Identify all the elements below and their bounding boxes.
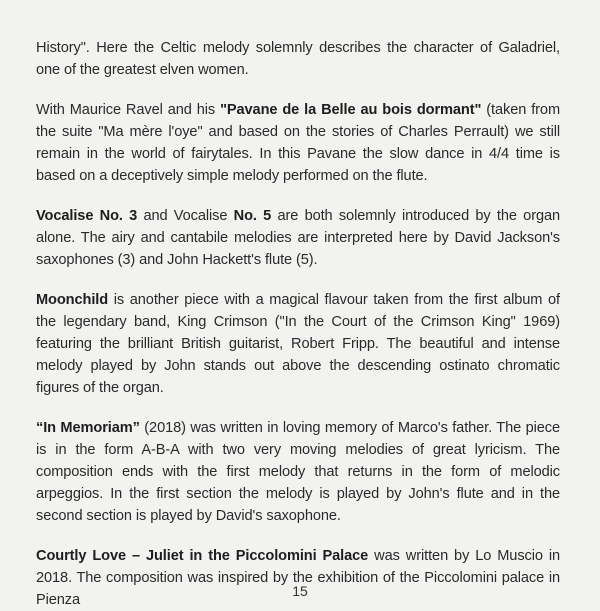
paragraph-text: (2018) was written in loving memory of Marco's father. The piece is in the form A-B-A with two very moving melodies of great lyricism. The composition ends with the first melody that returns in the form of melodic arpeggios. In the first section the melody is played by John's flute and in the second section is played by David's saxophone. bbox=[36, 420, 560, 524]
paragraph-text: and Vocalise bbox=[137, 208, 234, 224]
paragraph-moonchild bbox=[36, 289, 560, 399]
page-number: 15 bbox=[292, 583, 308, 599]
work-title: Vocalise No. 3 bbox=[36, 208, 138, 224]
paragraph-text: was written by Lo Muscio in 2018. The composition was inspired by the exhibition of the Piccolomini palace in Pienza bbox=[36, 548, 560, 608]
paragraph-text: are both solemnly introduced by the organ alone. The airy and cantabile melodies are interpreted here by David Jackson's saxophones (3) and John Hackett's flute (5). bbox=[36, 208, 561, 268]
work-title: "Pavane de la Belle au bois dormant" bbox=[220, 102, 482, 118]
paragraph-in-memoriam bbox=[36, 417, 560, 527]
work-title: Moonchild bbox=[36, 292, 109, 308]
paragraph-galadriel bbox=[36, 37, 560, 81]
paragraph-text: (taken from the suite "Ma mère l'oye" and based on the stories of Charles Perrault) we still remain in the world of fairytales. In this Pavane the slow dance in 4/4 time is based on a deceptively simple melody performed on the flute. bbox=[36, 102, 560, 184]
paragraph-text: With Maurice Ravel and his bbox=[36, 102, 221, 118]
paragraph-vocalise bbox=[36, 205, 560, 271]
paragraph-text: is another piece with a magical flavour taken from the first album of the legendary band, King Crimson ("In the Court of the Crimson King" 1969) featuring the brilliant British guitarist, Robert Fripp. The beautiful and intense melody played by John stands out above the descending ostinato chromatic figures of the organ. bbox=[36, 292, 560, 396]
work-title: “In Memoriam” bbox=[36, 420, 140, 436]
paragraph-text: History". Here the Celtic melody solemnly describes the character of Galadriel, one of the greatest elven women. bbox=[36, 40, 560, 78]
work-title: No. 5 bbox=[233, 208, 272, 224]
work-title: Courtly Love – Juliet in the Piccolomini Palace bbox=[36, 548, 369, 564]
paragraph-pavane bbox=[36, 99, 560, 187]
paragraph-courtly-love bbox=[36, 545, 560, 611]
